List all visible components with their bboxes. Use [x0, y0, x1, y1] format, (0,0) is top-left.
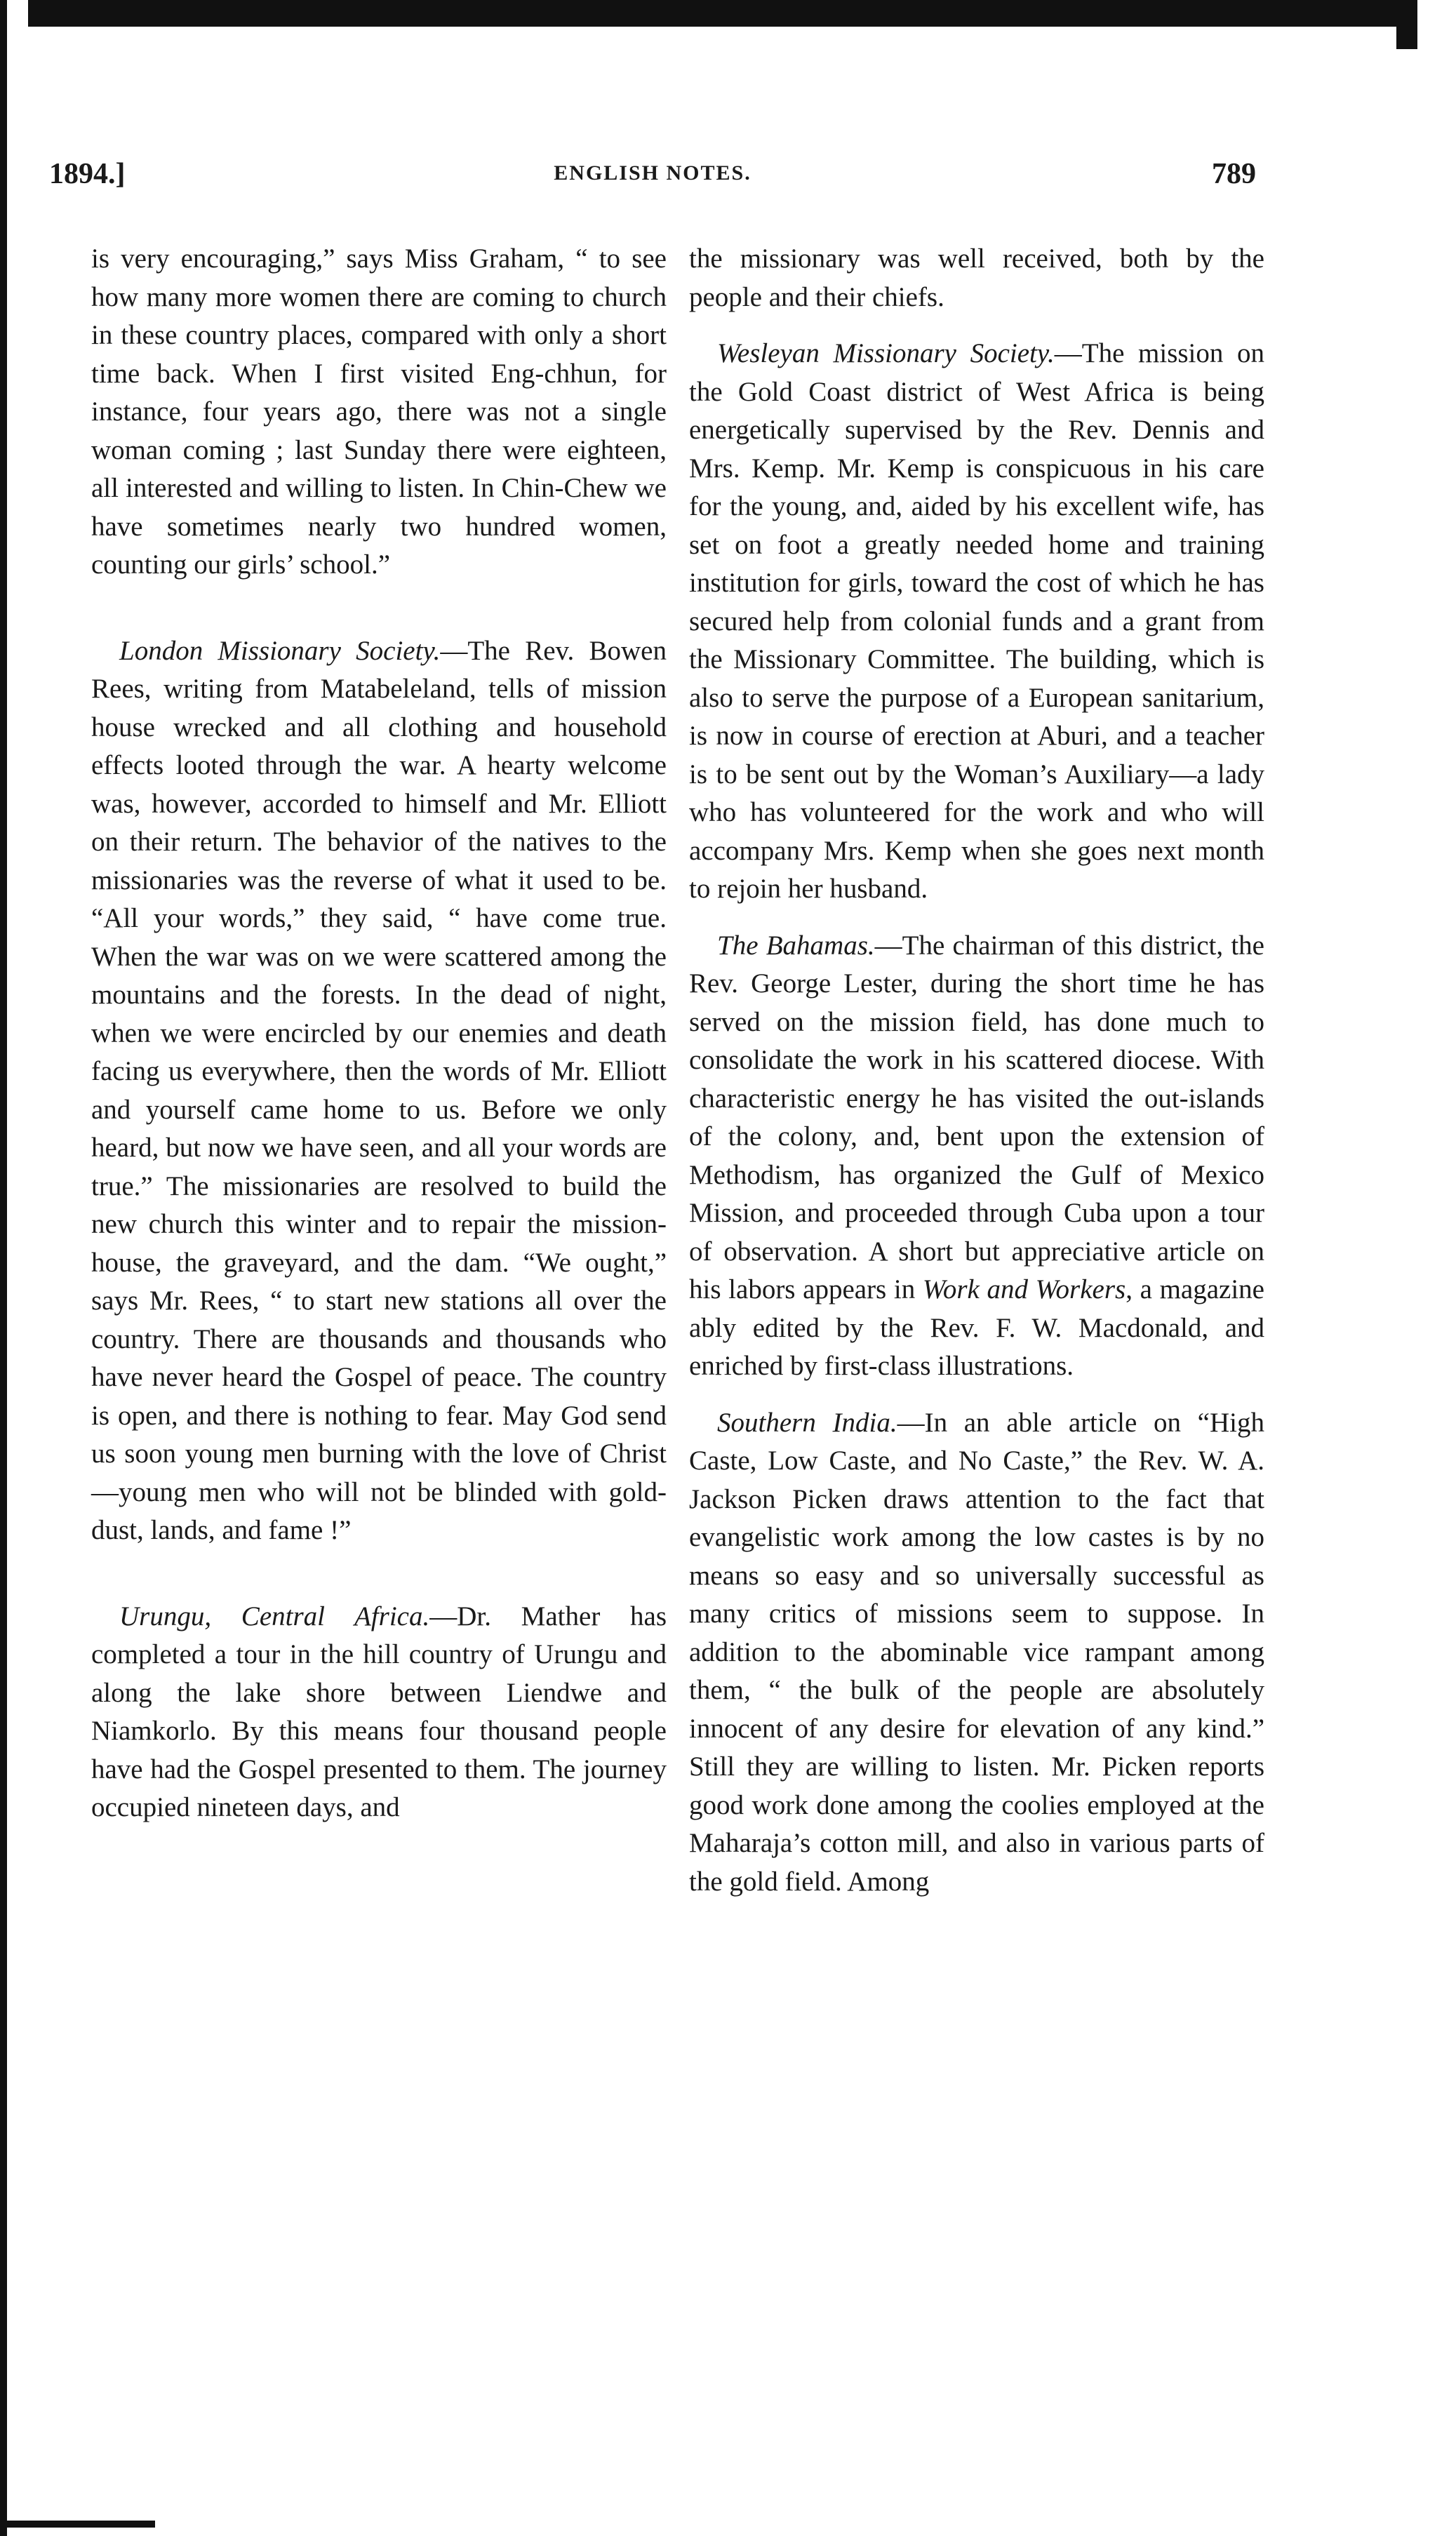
section-text-southern-india: —In an able article on “High Caste, Low Caste, and No Caste,” the Rev. W. A. Jackson Picken draws attention to the fact that evangelistic work among the low castes is by no means so easy and so universally successful as many critics of missions seem to suppose. In addition to the abominable vice rampant among them, “ the bulk of the people are absolutely innocent of any desire for elevation of any kind.” Still they are willing to listen. Mr. Picken reports good work done among the coolies employed at the Maharaja’s cotton mill, and also in various parts of the gold field. Among [689, 1407, 1264, 1897]
section-heading-wesleyan: Wesleyan Missionary Society. [717, 338, 1055, 368]
section-text-bahamas-a: —The chairman of this district, the Rev. George Lester, during the short time he has served on the mission field, has done much to consolidate the work in his scattered diocese. With characteristic energy he has visited the out-islands of the colony, and, bent upon the extension of Methodism, has organized the Gulf of Mexico Mission, and proceeded through Cuba upon a tour of observation. A short but appreciative article on his labors appears in [689, 930, 1264, 1304]
paragraph-wesleyan [689, 335, 1264, 909]
right-column [689, 240, 1264, 1919]
section-heading-southern-india: Southern India. [717, 1407, 897, 1438]
paragraph-southern-india [689, 1404, 1264, 1902]
left-border-rule [0, 0, 7, 2536]
section-heading-urungu: Urungu, Central Africa. [119, 1601, 430, 1631]
section-text-london: —The Rev. Bowen Rees, writing from Matabeleland, tells of mission house wrecked and all clothing and household effects looted through the war. A hearty welcome was, however, accorded to himself and Mr. Elliott on their return. The behavior of the natives to the missionaries was the reverse of what it used to be. “All your words,” they said, “ have come true. When the war was on we were scattered among the mountains and the forests. In the dead of night, when we were encircled by our enemies and death facing us everywhere, then the words of Mr. Elliott and yourself came home to us. Before we only heard, but now we have seen, and all your words are true.” The missionaries are resolved to build the new church this winter and to repair the mission-house, the graveyard, and the dam. “We ought,” says Mr. Rees, “ to start new stations all over the country. There are thousands and thousands who have never heard the Gospel of peace. The country is open, and there is nothing to fear. May God send us soon young men burning with the love of Christ—young men who will not be blinded with gold-dust, lands, and fame !” [91, 635, 667, 1545]
section-text-urungu: —Dr. Mather has completed a tour in the hill country of Urungu and along the lake shore between Liendwe and Niamkorlo. By this means four thousand people have had the Gospel presented to them. The journey occupied nineteen days, and [91, 1601, 667, 1822]
section-heading-london: London Missionary Society. [119, 635, 441, 666]
section-text-wesleyan: —The mission on the Gold Coast district of West Africa is being energetically supervised by the Rev. Dennis and Mrs. Kemp. Mr. Kemp is conspicuous in his care for the young, and, aided by his excellent wife, has set on foot a greatly needed home and training institution for girls, toward the cost of which he has secured help from colonial funds and a grant from the Missionary Committee. The building, which is also to serve the purpose of a European sanitarium, is now in course of erection at Aburi, and a teacher is to be sent out by the Woman’s Auxiliary—a lady who has volunteered for the work and who will accompany Mrs. Kemp when she goes next month to rejoin her husband. [689, 338, 1264, 904]
running-header [49, 157, 1256, 199]
section-text-bahamas-b: , a magazine ably edited by the Rev. F. W. Macdonald, and enriched by first-class illustrations. [689, 1274, 1264, 1381]
paragraph-continuation: the missionary was well received, both by the people and their chiefs. [689, 243, 1264, 312]
paragraph-urungu [91, 1598, 667, 1827]
paragraph-bahamas [689, 927, 1264, 1386]
section-heading-bahamas: The Bahamas. [717, 930, 875, 961]
top-border-edge [1396, 0, 1417, 49]
top-border-rule [28, 0, 1417, 27]
left-column [91, 240, 667, 1846]
paragraph-london-missionary-society [91, 632, 667, 1550]
paragraph-graham-quote: is very encouraging,” says Miss Graham, “ to see how many more women there are coming to church in these country places, compared with only a short time back. When I first visited Eng-chhun, for instance, four years ago, there was not a single woman coming ; last Sunday there were eighteen, all interested and willing to listen. In Chin-Chew we have sometimes nearly two hundred women, counting our girls’ school.” [91, 243, 667, 580]
page-number: 789 [1212, 158, 1256, 190]
header-year: 1894.] [49, 158, 126, 190]
header-title: ENGLISH NOTES. [554, 161, 752, 185]
bottom-border-rule [4, 2521, 155, 2528]
publication-title: Work and Workers [922, 1274, 1126, 1304]
